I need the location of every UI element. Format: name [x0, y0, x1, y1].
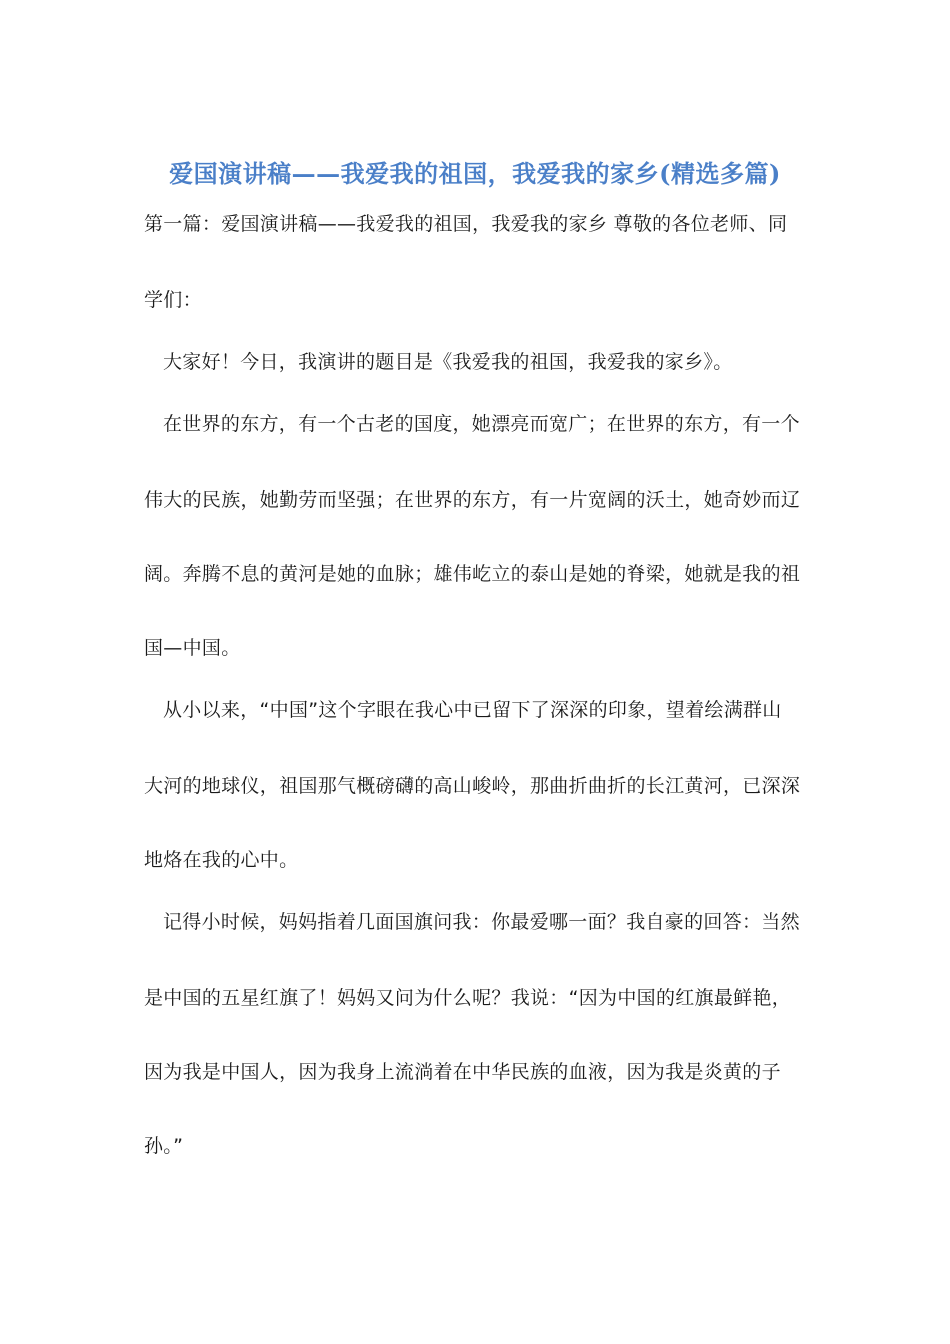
text-line: 是中国的五星红旗了！妈妈又问为什么呢？我说：“因为中国的红旗最鲜艳， — [144, 987, 792, 1009]
text-line: 阔。奔腾不息的黄河是她的血脉；雄伟屹立的泰山是她的脊梁，她就是我的祖 — [144, 563, 801, 585]
document-title: 爱国演讲稿——我爱我的祖国，我爱我的家乡(精选多篇) — [169, 159, 781, 188]
text-line: 在世界的东方，有一个古老的国度，她漂亮而宽广；在世界的东方，有一个 — [163, 413, 800, 435]
text-line: 地烙在我的心中。 — [144, 849, 299, 871]
text-line: 学们： — [144, 289, 202, 311]
text-line: 国—中国。 — [144, 637, 241, 659]
text-line: 伟大的民族，她勤劳而坚强；在世界的东方，有一片宽阔的沃土，她奇妙而辽 — [144, 489, 801, 511]
text-line: 大河的地球仪，祖国那气概磅礴的高山峻岭，那曲折曲折的长江黄河，已深深 — [144, 775, 801, 797]
text-line: 记得小时候，妈妈指着几面国旗问我：你最爱哪一面？我自豪的回答：当然 — [163, 911, 800, 933]
text-line: 第一篇：爱国演讲稿——我爱我的祖国，我爱我的家乡 尊敬的各位老师、同 — [144, 213, 788, 235]
text-line: 从小以来，“中国”这个字眼在我心中已留下了深深的印象，望着绘满群山 — [163, 699, 782, 721]
text-line: 因为我是中国人，因为我身上流淌着在中华民族的血液，因为我是炎黄的子 — [144, 1061, 781, 1083]
text-line: 大家好！今日，我演讲的题目是《我爱我的祖国，我爱我的家乡》。 — [163, 351, 733, 373]
text-line: 孙。” — [144, 1135, 184, 1157]
